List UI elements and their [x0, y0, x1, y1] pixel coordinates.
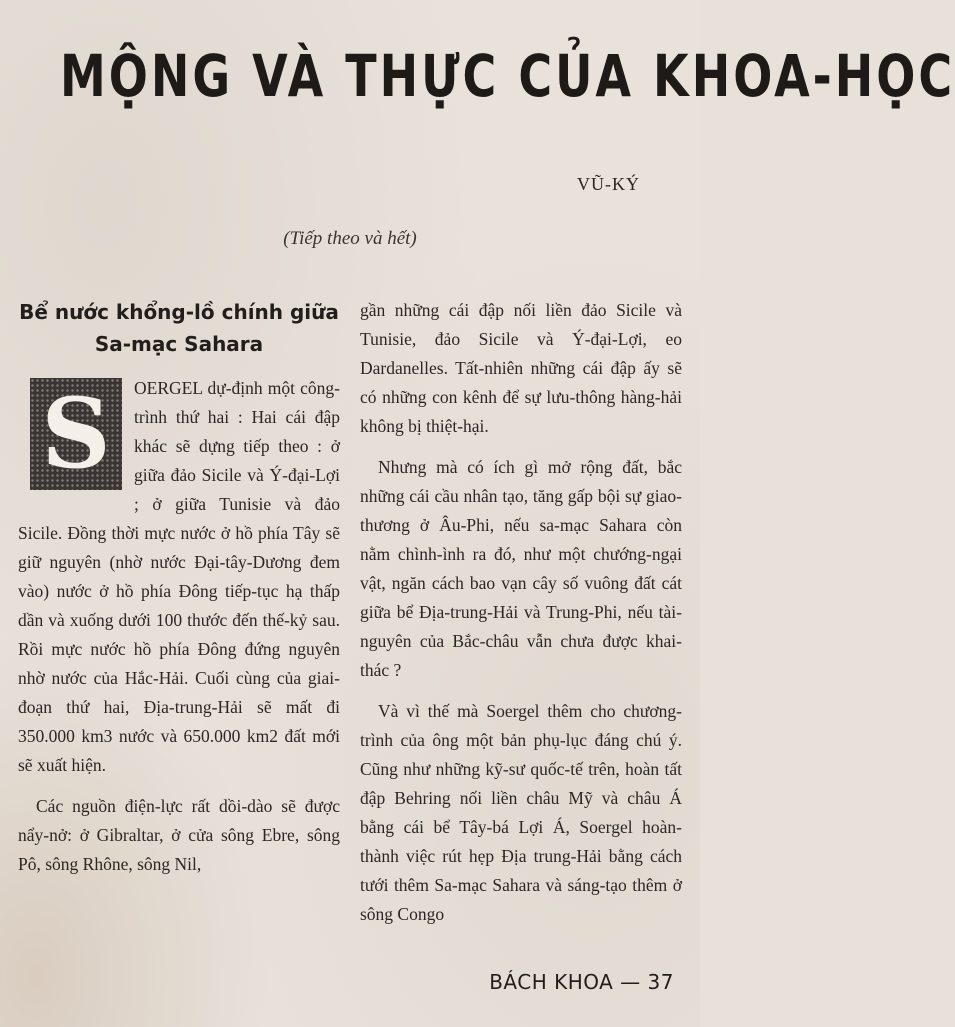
- left-paragraph-1-text: OERGEL dự-định một công-trình thứ hai : Hai cái đập khác sẽ dựng tiếp theo : ở giữa đảo Sicile và Ý-đại-Lợi ; ở giữa Tunisie và đảo Sicile. Đồng thời mực nước ở hồ phía Tây sẽ giữ nguyên (nhờ nước Đại-tây-Dương đem vào) nước ở hồ phía Đông tiếp-tục hạ thấp dần và xuống dưới 100 thước đến thế-kỷ sau. Rồi mực nước hồ phía Đông đứng nguyên nhờ nước của Hắc-Hải. Cuối cùng của giai-đoạn thứ hai, Địa-trung-Hải sẽ mất đi 350.000 km3 nước và 650.000 km2 đất mới sẽ xuất hiện.: [18, 378, 340, 775]
- article-title: MỘNG VÀ THỰC CỦA KHOA-HỌC: [60, 42, 955, 110]
- page-footer: [489, 970, 674, 994]
- right-paragraph-1: gần những cái đập nối liền đảo Sicile và Tunisie, đảo Sicile và Ý-đại-Lợi, eo Dardanelles. Tất-nhiên những cái đập ấy sẽ có những con kênh để sự lưu-thông hàng-hải không bị thiệt-hại.: [360, 300, 682, 436]
- right-paragraph-2: Nhưng mà có ích gì mở rộng đất, bắc những cái cầu nhân tạo, tăng gấp bội sự giao-thương ở Âu-Phi, nếu sa-mạc Sahara còn nằm chình-ình ra đó, như một chướng-ngại vật, ngăn cách bao vạn cây số vuông đất cát giữa bể Địa-trung-Hải và Trung-Phi, nếu tài-nguyên của Bắc-châu vẫn chưa được khai-thác ?: [360, 457, 682, 680]
- author-name: VŨ-KÝ: [577, 174, 640, 194]
- left-paragraph-1: [18, 374, 340, 780]
- right-paragraph-3: Và vì thế mà Soergel thêm cho chương-trình của ông một bản phụ-lục đáng chú ý. Cũng như những kỹ-sư quốc-tế trên, hoàn tất đập Behring nối liền châu Mỹ và châu Á bằng cái bể Tây-bá Lợi Á, Soergel hoàn-thành việc rút hẹp Địa trung-Hải bằng cách tưới thêm Sa-mạc Sahara và sáng-tạo thêm ở sông Congo: [360, 701, 682, 924]
- left-paragraph-2: Các nguồn điện-lực rất dồi-dào sẽ được nẩy-nở: ở Gibraltar, ở cửa sông Ebre, sông Pô, sông Rhône, sông Nil,: [18, 796, 340, 874]
- left-column: [18, 296, 340, 879]
- page-number: 37: [647, 970, 674, 994]
- magazine-name: BÁCH KHOA —: [489, 970, 641, 994]
- right-column: [360, 296, 682, 929]
- dropcap-letter: S: [41, 377, 111, 490]
- continuation-note: (Tiếp theo và hết): [283, 228, 417, 249]
- section-heading: Bể nước khổng-lồ chính giữa Sa-mạc Sahara: [19, 300, 339, 356]
- dropcap-box: [30, 378, 122, 490]
